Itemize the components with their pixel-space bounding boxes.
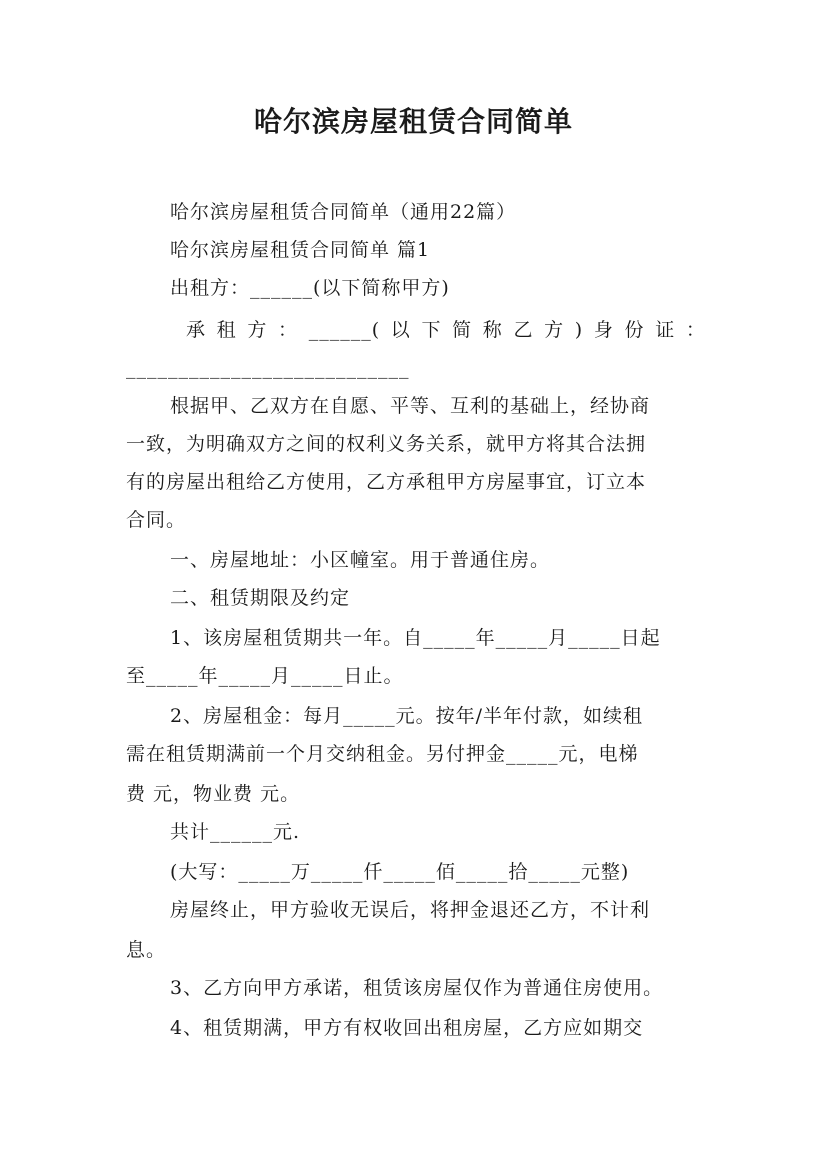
paragraph-line: 有的房屋出租给乙方使用，乙方承租甲方房屋事宜，订立本 (126, 471, 647, 493)
lessee-char: 以 (390, 319, 411, 341)
lessee-char: 租 (216, 319, 237, 341)
lessee-char: 下 (421, 319, 442, 341)
paragraph-line: 根据甲、乙双方在自愿、平等、互利的基础上，经协商 (170, 395, 651, 417)
lessee-char: 承 (186, 319, 207, 341)
lessee-line (186, 318, 706, 342)
paragraph-line: 合同。 (126, 509, 187, 531)
id-blank-line: ___________________________ (126, 357, 410, 379)
lessee-char: ： (278, 319, 299, 341)
paragraph-line: 出租方：______(以下简称甲方) (170, 277, 450, 299)
paragraph-line: 2、房屋租金：每月_____元。按年/半年付款，如续租 (170, 705, 643, 727)
lessee-char: ： (685, 319, 706, 341)
paragraph-line: 哈尔滨房屋租赁合同简单（通用22篇） (170, 201, 517, 223)
lessee-char: 方 (247, 319, 268, 341)
paragraph-line: 至_____年_____月_____日止。 (126, 665, 404, 687)
paragraph-line: 一致，为明确双方之间的权利义务关系，就甲方将其合法拥 (126, 433, 647, 455)
paragraph-line: 4、租赁期满，甲方有权收回出租房屋，乙方应如期交 (170, 1017, 644, 1039)
paragraph-line: (大写：_____万_____仟_____佰_____拾_____元整) (170, 861, 630, 883)
paragraph-line: 共计______元. (170, 821, 301, 843)
paragraph-line: 费 元，物业费 元。 (126, 783, 301, 805)
lessee-char: 证 (655, 319, 676, 341)
paragraph-line: 需在租赁期满前一个月交纳租金。另付押金_____元，电梯 (126, 743, 639, 765)
paragraph-line: 一、房屋地址：小区幢室。用于普通住房。 (170, 549, 551, 571)
paragraph-line: 1、该房屋租赁期共一年。自_____年_____月_____日起 (170, 627, 661, 649)
lessee-char: 简 (452, 319, 473, 341)
lessee-char: ) (574, 319, 584, 341)
lessee-char: 份 (624, 319, 645, 341)
lessee-char: ______( (308, 319, 381, 341)
lessee-char: 称 (482, 319, 503, 341)
lessee-char: 方 (544, 319, 565, 341)
paragraph-line: 房屋终止，甲方验收无误后，将押金退还乙方，不计利 (170, 899, 651, 921)
paragraph-line: 3、乙方向甲方承诺，租赁该房屋仅作为普通住房使用。 (170, 977, 664, 999)
paragraph-line: 二、租赁期限及约定 (170, 587, 351, 609)
paragraph-line: 息。 (126, 939, 167, 961)
lessee-char: 乙 (513, 319, 534, 341)
lessee-char: 身 (593, 319, 614, 341)
paragraph-line: 哈尔滨房屋租赁合同简单 篇1 (170, 239, 431, 261)
document-title: 哈尔滨房屋租赁合同简单 (253, 105, 573, 138)
